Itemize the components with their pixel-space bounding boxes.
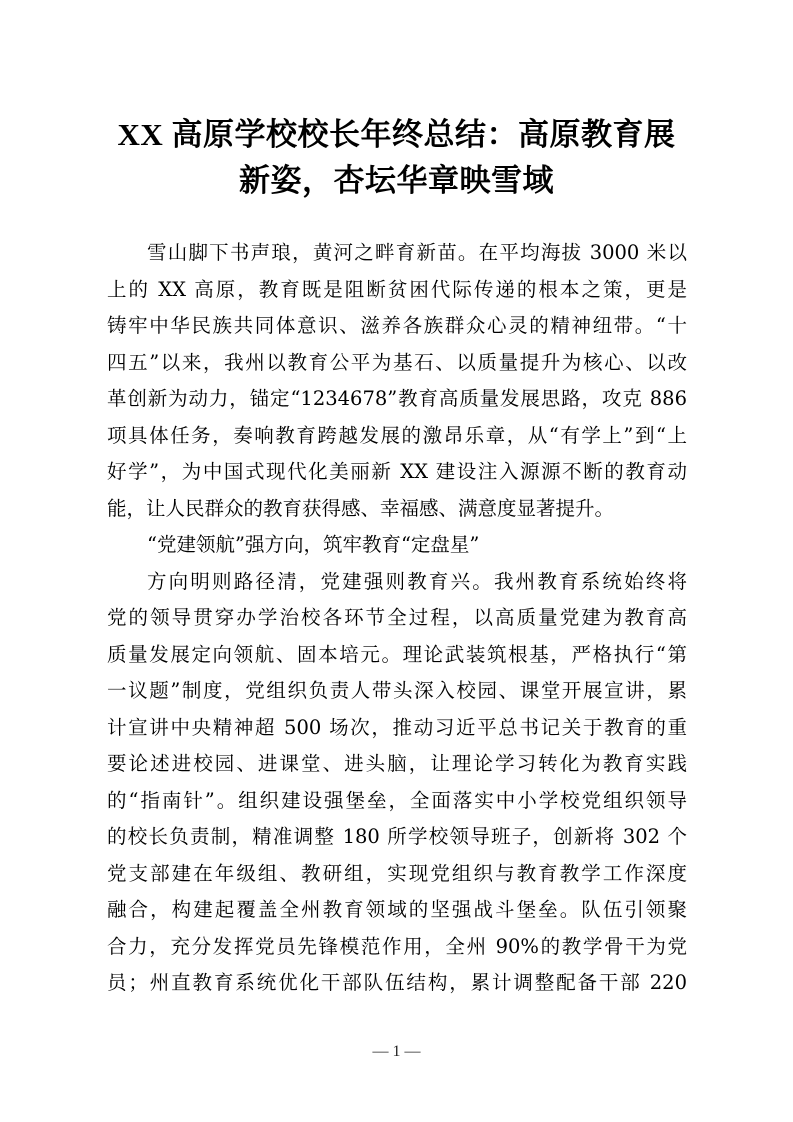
text-line: 计宣讲中央精神超 500 场次，推动习近平总书记关于教育的重 <box>107 715 687 739</box>
text-line: 员；州直教育系统优化干部队伍结构，累计调整配备干部 220 <box>107 971 687 994</box>
text-line: 项具体任务，奏响教育跨越发展的激昂乐章，从“有学上”到“上 <box>107 423 687 447</box>
text-line: 革创新为动力，锚定“1234678”教育高质量发展思路，攻克 886 <box>107 387 687 410</box>
text-line: 好学”，为中国式现代化美丽新 XX 建设注入源源不断的教育动 <box>107 460 687 483</box>
document-body <box>107 235 687 1002</box>
text-line: 能，让人民群众的教育获得感、幸福感、满意度显著提升。 <box>107 496 615 520</box>
text-line: 雪山脚下书声琅，黄河之畔育新苗。在平均海拔 3000 米以 <box>147 241 687 264</box>
text-line: 的校长负责制，精准调整 180 所学校领导班子，创新将 302 个 <box>107 825 687 848</box>
text-line: 融合，构建起覆盖全州教育领域的坚强战斗堡垒。队伍引领聚 <box>107 898 687 921</box>
text-line: 铸牢中华民族共同体意识、滋养各族群众心灵的精神纽带。“十 <box>107 314 687 337</box>
title-line-1: XX 高原学校校长年终总结：高原教育展 <box>117 117 676 152</box>
text-line: 质量发展定向领航、固本培元。理论武装筑根基，严格执行“第 <box>107 642 687 666</box>
text-line: 要论述进校园、进课堂、进头脑，让理论学习转化为教育实践 <box>107 752 687 775</box>
text-line: 合力，充分发挥党员先锋模范作用，全州 90%的教学骨干为党 <box>107 934 687 958</box>
paragraph-party-building <box>107 564 687 1002</box>
text-line: 四五”以来，我州以教育公平为基石、以质量提升为核心、以改 <box>107 350 687 374</box>
text-line: 方向明则路径清，党建强则教育兴。我州教育系统始终将 <box>147 569 687 593</box>
text-line: 党支部建在年级组、教研组，实现党组织与教育教学工作深度 <box>107 861 687 885</box>
title-line-2: 新姿，杏坛华章映雪域 <box>239 163 554 198</box>
paragraph-intro <box>107 235 687 527</box>
text-line: 的“指南针”。组织建设强堡垒，全面落实中小学校党组织领导 <box>107 788 687 812</box>
text-line: 上的 XX 高原，教育既是阻断贫困代际传递的根本之策，更是 <box>107 277 687 301</box>
section-heading <box>107 527 687 564</box>
page-number: — 1 — <box>372 1043 421 1060</box>
document-title <box>100 112 693 204</box>
text-line: 一议题”制度，党组织负责人带头深入校园、课堂开展宣讲，累 <box>107 679 687 702</box>
text-line: 党的领导贯穿办学治校各环节全过程，以高质量党建为教育高 <box>107 606 687 629</box>
heading-line: “党建领航”强方向，筑牢教育“定盘星” <box>147 533 480 556</box>
